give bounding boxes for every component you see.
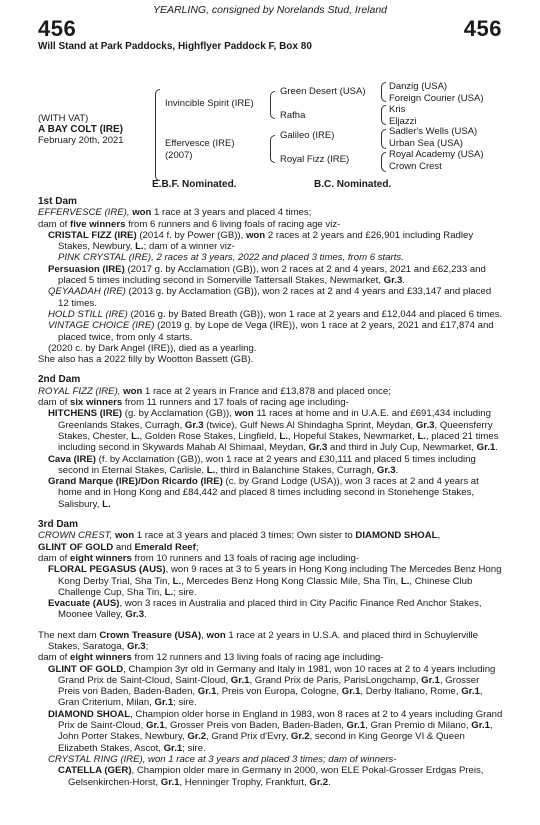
dam-line-bracket	[270, 135, 275, 163]
text-run: (twice), Gulf News Al Shindagha Sprint, Meydan,	[203, 419, 416, 431]
text-run: , won 3 races in Australia and placed third in City Pacific Finance Red Anchor Stakes, Moonee Valley,	[58, 598, 482, 621]
text-run: , Golden Rose Stakes, Lingfield,	[139, 430, 280, 442]
third-dam-summary	[38, 530, 503, 541]
text-run: Gr.3	[184, 419, 204, 431]
text-run: eight winners	[70, 652, 132, 664]
text-run: (2019 g. by Lope de Vega (IRE)), won 1 race at 2 years, 2021 and £17,874 and placed twice, from only 4 starts.	[58, 320, 494, 343]
text-run: ; sire.	[173, 586, 197, 598]
text-run: (2016 g. by Bated Breath (GB)), won 1 race at 2 years and £12,044 and placed 6 times.	[127, 308, 503, 320]
text-run: from 6 runners and 6 living foals of racing age viz-	[125, 218, 341, 230]
text-run: ;	[145, 640, 149, 652]
text-run: Emerald Reef	[134, 541, 196, 553]
text-run: Gr.1	[461, 686, 480, 698]
text-run: , Grand Prix d'Evry,	[206, 731, 291, 743]
pedigree-dam: Effervesce (IRE)	[165, 138, 235, 149]
vat-note: (WITH VAT)	[38, 113, 89, 124]
text-run: The next dam	[38, 629, 100, 641]
text-run: Gr.1	[160, 776, 180, 788]
text-run: Gr.2	[187, 731, 207, 743]
text-run: Cava (IRE)	[48, 453, 96, 465]
text-run: L.	[206, 464, 216, 476]
text-run: L.	[164, 586, 174, 598]
text-run: ; sire.	[182, 742, 206, 754]
second-dam-summary	[38, 386, 503, 397]
text-run: Gr.1	[145, 720, 165, 732]
text-run: , Derby Italiano, Rome,	[360, 686, 462, 698]
text-run: won	[132, 207, 152, 219]
stand-location: Will Stand at Park Paddocks, Highflyer Paddock F, Box 80	[38, 41, 312, 52]
text-run: , Queensferry Stakes, Chester,	[58, 419, 493, 442]
text-run: Gr.2	[290, 731, 310, 743]
text-run: won	[206, 629, 226, 641]
text-run: Gr.1	[341, 686, 361, 698]
text-run: Gr.1	[471, 720, 490, 732]
third-dam-produce	[38, 553, 503, 564]
text-run: , won 9 races at 3 to 5 years in Hong Kong including The Mercedes Benz Hong Kong Derby Trial, Sha Tin,	[58, 564, 502, 587]
text-run: FLORAL PEGASUS (AUS)	[48, 564, 166, 576]
pedigree-dam-year: (2007)	[165, 150, 193, 161]
foal-pink-crystal: PINK CRYSTAL (IRE), 2 races at 3 years, 2022 and placed 3 times, from 6 starts.	[58, 252, 404, 264]
text-run: won	[114, 530, 135, 542]
text-run: Gr.3	[383, 275, 403, 287]
text-run: , Champion older horse in England in 1983, won 8 races at 2 to 4 years including Grand Prix de Saint-Cloud,	[58, 708, 503, 732]
ebf-nomination: E.B.F. Nominated.	[152, 179, 237, 190]
lot-number-right: 456	[463, 16, 502, 41]
second-dam-heading: 2nd Dam	[38, 374, 81, 386]
foal-2020-colt: (2020 c. by Dark Angel (IRE)), died as a yearling.	[48, 342, 257, 354]
text-run: HOLD STILL (IRE)	[48, 308, 128, 320]
text-run: Evacuate (AUS)	[48, 598, 120, 610]
text-run: dam of	[38, 397, 70, 409]
text-run: ,	[437, 530, 441, 542]
text-run: won	[234, 408, 254, 420]
text-run: 2 races at 2 years and £26,901 including Radley Stakes, Newbury,	[58, 229, 474, 253]
text-run: from 10 runners and 13 foals of racing age including-	[131, 552, 360, 564]
text-run: L.	[417, 430, 426, 442]
text-run: Gr.1	[476, 442, 496, 454]
text-run: dam of	[38, 652, 70, 664]
text-run: L.	[102, 498, 111, 510]
text-run: , Gran Criterium, Milan,	[58, 686, 483, 709]
foal-cava	[38, 454, 503, 477]
text-run: , Chinese Club Challenge Cup, Sha Tin,	[58, 575, 473, 598]
text-run: , Henninger Trophy, Frankfurt,	[179, 776, 310, 788]
text-run: , Preis von Europa, Cologne,	[216, 686, 342, 698]
text-run: (2014 f. by Power (GB)),	[136, 229, 246, 241]
foal-hitchens	[38, 408, 503, 453]
first-dam-summary	[38, 207, 503, 218]
text-run: (2013 g. by Acclamation (GB)), won 2 races at 2 and 4 years and £33,147 and placed 12 times.	[58, 286, 492, 309]
foal-crystal-ring: CRYSTAL RING (IRE), won 1 race at 3 years and placed 3 times; dam of winners-	[48, 753, 397, 765]
bracket-2	[381, 105, 386, 125]
text-run: dam of	[38, 552, 70, 564]
foal-catella	[38, 765, 503, 788]
text-run: 1 race at 2 years in France and £13,878 and placed once;	[142, 385, 391, 397]
text-run: Gr.3	[376, 464, 396, 476]
text-run: ROYAL FIZZ (IRE),	[38, 385, 124, 397]
pedigree-sire-dam: Rafha	[280, 110, 306, 121]
text-run: .	[328, 776, 331, 788]
pedigree-dss: Sadler's Wells (USA)	[389, 126, 478, 137]
text-run: from 11 runners and 17 foals of racing age including-	[122, 397, 349, 409]
text-run: from 12 runners and 13 living foals of racing age including-	[131, 652, 384, 664]
foal-floral-pegasus	[38, 564, 503, 598]
foal-hold-still	[38, 309, 503, 320]
text-run: , Hopeful Stakes, Newmarket,	[287, 430, 418, 442]
second-dam-produce	[38, 397, 503, 408]
pedigree-ssd: Foreign Courier (USA)	[389, 93, 484, 104]
text-run: , Grosser Preis von Baden, Baden-Baden,	[164, 720, 347, 732]
text-run: L.	[131, 430, 140, 442]
pedigree-dam-sire: Galileo (IRE)	[280, 130, 335, 141]
text-run: (f. by Acclamation (GB)), won 1 race at 2 years and £30,111 and placed 5 times including second in Eternal Stakes, Carlisle,	[58, 453, 476, 476]
text-run: L.	[135, 241, 144, 253]
text-run: , Mercedes Benz Hong Kong Classic Mile, Sha Tin,	[181, 575, 401, 587]
text-run: .	[144, 609, 147, 621]
foal-glint-of-gold	[38, 664, 503, 709]
text-run: Gr.3	[125, 609, 145, 621]
sire-dam-bracket	[155, 89, 160, 181]
third-dam-heading: 3rd Dam	[38, 519, 79, 531]
text-run: CROWN CREST,	[38, 530, 115, 542]
text-run: Gr.3	[126, 640, 146, 652]
text-run: five winners	[70, 218, 126, 230]
foal-grand-marque	[38, 476, 503, 510]
text-run: EFFERVESCE (IRE),	[38, 207, 133, 219]
text-run: , Grand Prix de Paris, ParisLongchamp,	[249, 674, 422, 686]
text-run: L.	[400, 575, 410, 587]
text-run: , Gran Premio di Milano,	[365, 720, 472, 732]
text-run: L.	[279, 430, 288, 442]
text-run: won	[123, 385, 143, 397]
text-run: dam of	[38, 218, 70, 230]
text-run: Gr.1	[154, 697, 174, 709]
foal-cristal-fizz	[38, 230, 503, 253]
text-run: (g. by Acclamation (GB)),	[122, 408, 235, 420]
pedigree-dds: Royal Academy (USA)	[389, 149, 484, 160]
text-run: GLINT OF GOLD	[48, 663, 124, 675]
lot-number-left: 456	[38, 16, 77, 41]
text-run: Gr.2	[309, 776, 329, 788]
bracket-1	[381, 82, 386, 102]
pedigree-ddd: Crown Crest	[389, 161, 442, 172]
bc-nomination: B.C. Nominated.	[314, 179, 392, 190]
text-run: ; dam of a winner viz-	[143, 241, 235, 253]
first-dam-produce	[38, 219, 503, 230]
text-run: eight winners	[70, 552, 132, 564]
text-run: six winners	[70, 397, 123, 409]
text-run: (2017 g. by Acclamation (GB)), won 2 races at 2 and 4 years, 2021 and £62,233 and placed 5 times including second in Somerville Tattersall Stakes, Newmarket,	[58, 263, 486, 287]
text-run: .	[395, 464, 399, 476]
text-run: Gr.3	[415, 419, 435, 431]
text-run: 11 races at home and in U.A.E. and £691,434 including Greenlands Stakes, Curragh,	[58, 408, 491, 431]
text-run: ; sire.	[173, 697, 197, 709]
text-run: ,	[201, 629, 207, 641]
text-run: CATELLA (GER)	[58, 765, 132, 777]
sire-line-bracket	[270, 91, 275, 119]
text-run: Gr.1	[346, 720, 366, 732]
text-run: Gr.3	[308, 442, 328, 454]
dam-records	[38, 196, 503, 788]
text-run: L.	[172, 575, 182, 587]
text-run: , Champion older mare in Germany in 2000, won ELE Pokal-Grosser Erdgas Preis, Gelsenkirchen-Horst,	[68, 765, 484, 788]
text-run: won	[245, 229, 266, 241]
foal-qeyaadah	[38, 286, 503, 309]
pedigree-sire: Invincible Spirit (IRE)	[165, 98, 254, 109]
foal-evacuate	[38, 598, 503, 621]
pedigree-sds: Kris	[389, 104, 406, 115]
next-dam-summary	[38, 630, 503, 653]
text-run: Grand Marque (IRE)/Don Ricardo (IRE)	[48, 476, 223, 488]
text-run: Gr.1	[230, 674, 250, 686]
text-run: Crown Treasure (USA)	[99, 629, 202, 641]
text-run: ;	[195, 541, 199, 553]
text-run: DIAMOND SHOAL	[355, 530, 438, 542]
pedigree-sss: Danzig (USA)	[389, 81, 448, 92]
pedigree-sdd: Eljazzi	[389, 116, 417, 127]
horse-name: A BAY COLT (IRE)	[38, 124, 124, 135]
text-run: VINTAGE CHOICE (IRE)	[48, 320, 155, 332]
text-run: and third in July Cup, Newmarket,	[327, 442, 477, 454]
foaling-date: February 20th, 2021	[38, 135, 124, 146]
pedigree-dsd: Urban Sea (USA)	[389, 138, 463, 149]
text-run: Gr.1	[163, 742, 183, 754]
bracket-4	[381, 152, 386, 172]
pedigree-dam-dam: Royal Fizz (IRE)	[280, 154, 350, 165]
text-run: Gr.1	[197, 686, 217, 698]
text-run: 1 race at 2 years in U.S.A. and placed third in Schuylerville Stakes, Saratoga,	[48, 629, 478, 652]
text-run: GLINT OF GOLD	[38, 541, 114, 553]
text-run: QEYAADAH (IRE)	[48, 286, 126, 298]
text-run: .	[402, 275, 405, 287]
next-dam-produce	[38, 652, 503, 663]
text-run: CRISTAL FIZZ (IRE)	[48, 229, 137, 241]
text-run: 1 race at 3 years and placed 3 times; Own sister to	[134, 530, 356, 542]
text-run: , Champion 3yr old in Germany and Italy in 1981, won 10 races at 2 to 4 years including Grand Prix de Saint-Cloud, Saint-Cloud,	[58, 663, 496, 686]
text-run: , John Porter Stakes, Newbury,	[58, 720, 493, 743]
text-run: Persuasion (IRE)	[48, 263, 125, 275]
text-run: HITCHENS (IRE)	[48, 408, 123, 420]
text-run: 1 race at 3 years and placed 4 times;	[151, 207, 312, 219]
text-run: , third in Balanchine Stakes, Curragh,	[215, 464, 377, 476]
text-run: , placed 21 times including second in Skywards Mahab Al Shimaal, Meydan,	[58, 430, 499, 454]
first-dam-heading: 1st Dam	[38, 196, 77, 207]
bracket-3	[381, 129, 386, 149]
foal-diamond-shoal	[38, 709, 503, 754]
page-header: YEARLING, consigned by Norelands Stud, Ireland	[152, 4, 388, 16]
pedigree-sire-sire: Green Desert (USA)	[280, 86, 366, 97]
text-run: , second in King George VI & Queen Elizabeth Stakes, Ascot,	[58, 731, 465, 754]
text-run: DIAMOND SHOAL	[48, 708, 131, 720]
text-run: Gr.1	[421, 674, 440, 686]
text-run: .	[495, 442, 498, 454]
text-run: , Grosser Preis von Baden, Baden-Baden,	[58, 674, 480, 698]
text-run: and	[113, 541, 135, 553]
foal-persuasion	[38, 264, 503, 287]
text-run: (c. by Grand Lodge (USA)), won 3 races at 2 and 4 years at home and in Hong Kong and £84,442 and placed 8 times including second in Stonehenge Stakes, Salisbury,	[58, 476, 479, 510]
foal-2022-filly: She also has a 2022 filly by Wootton Bassett (GB).	[38, 354, 254, 366]
third-dam-siblings	[38, 542, 503, 553]
foal-vintage-choice	[38, 320, 503, 343]
